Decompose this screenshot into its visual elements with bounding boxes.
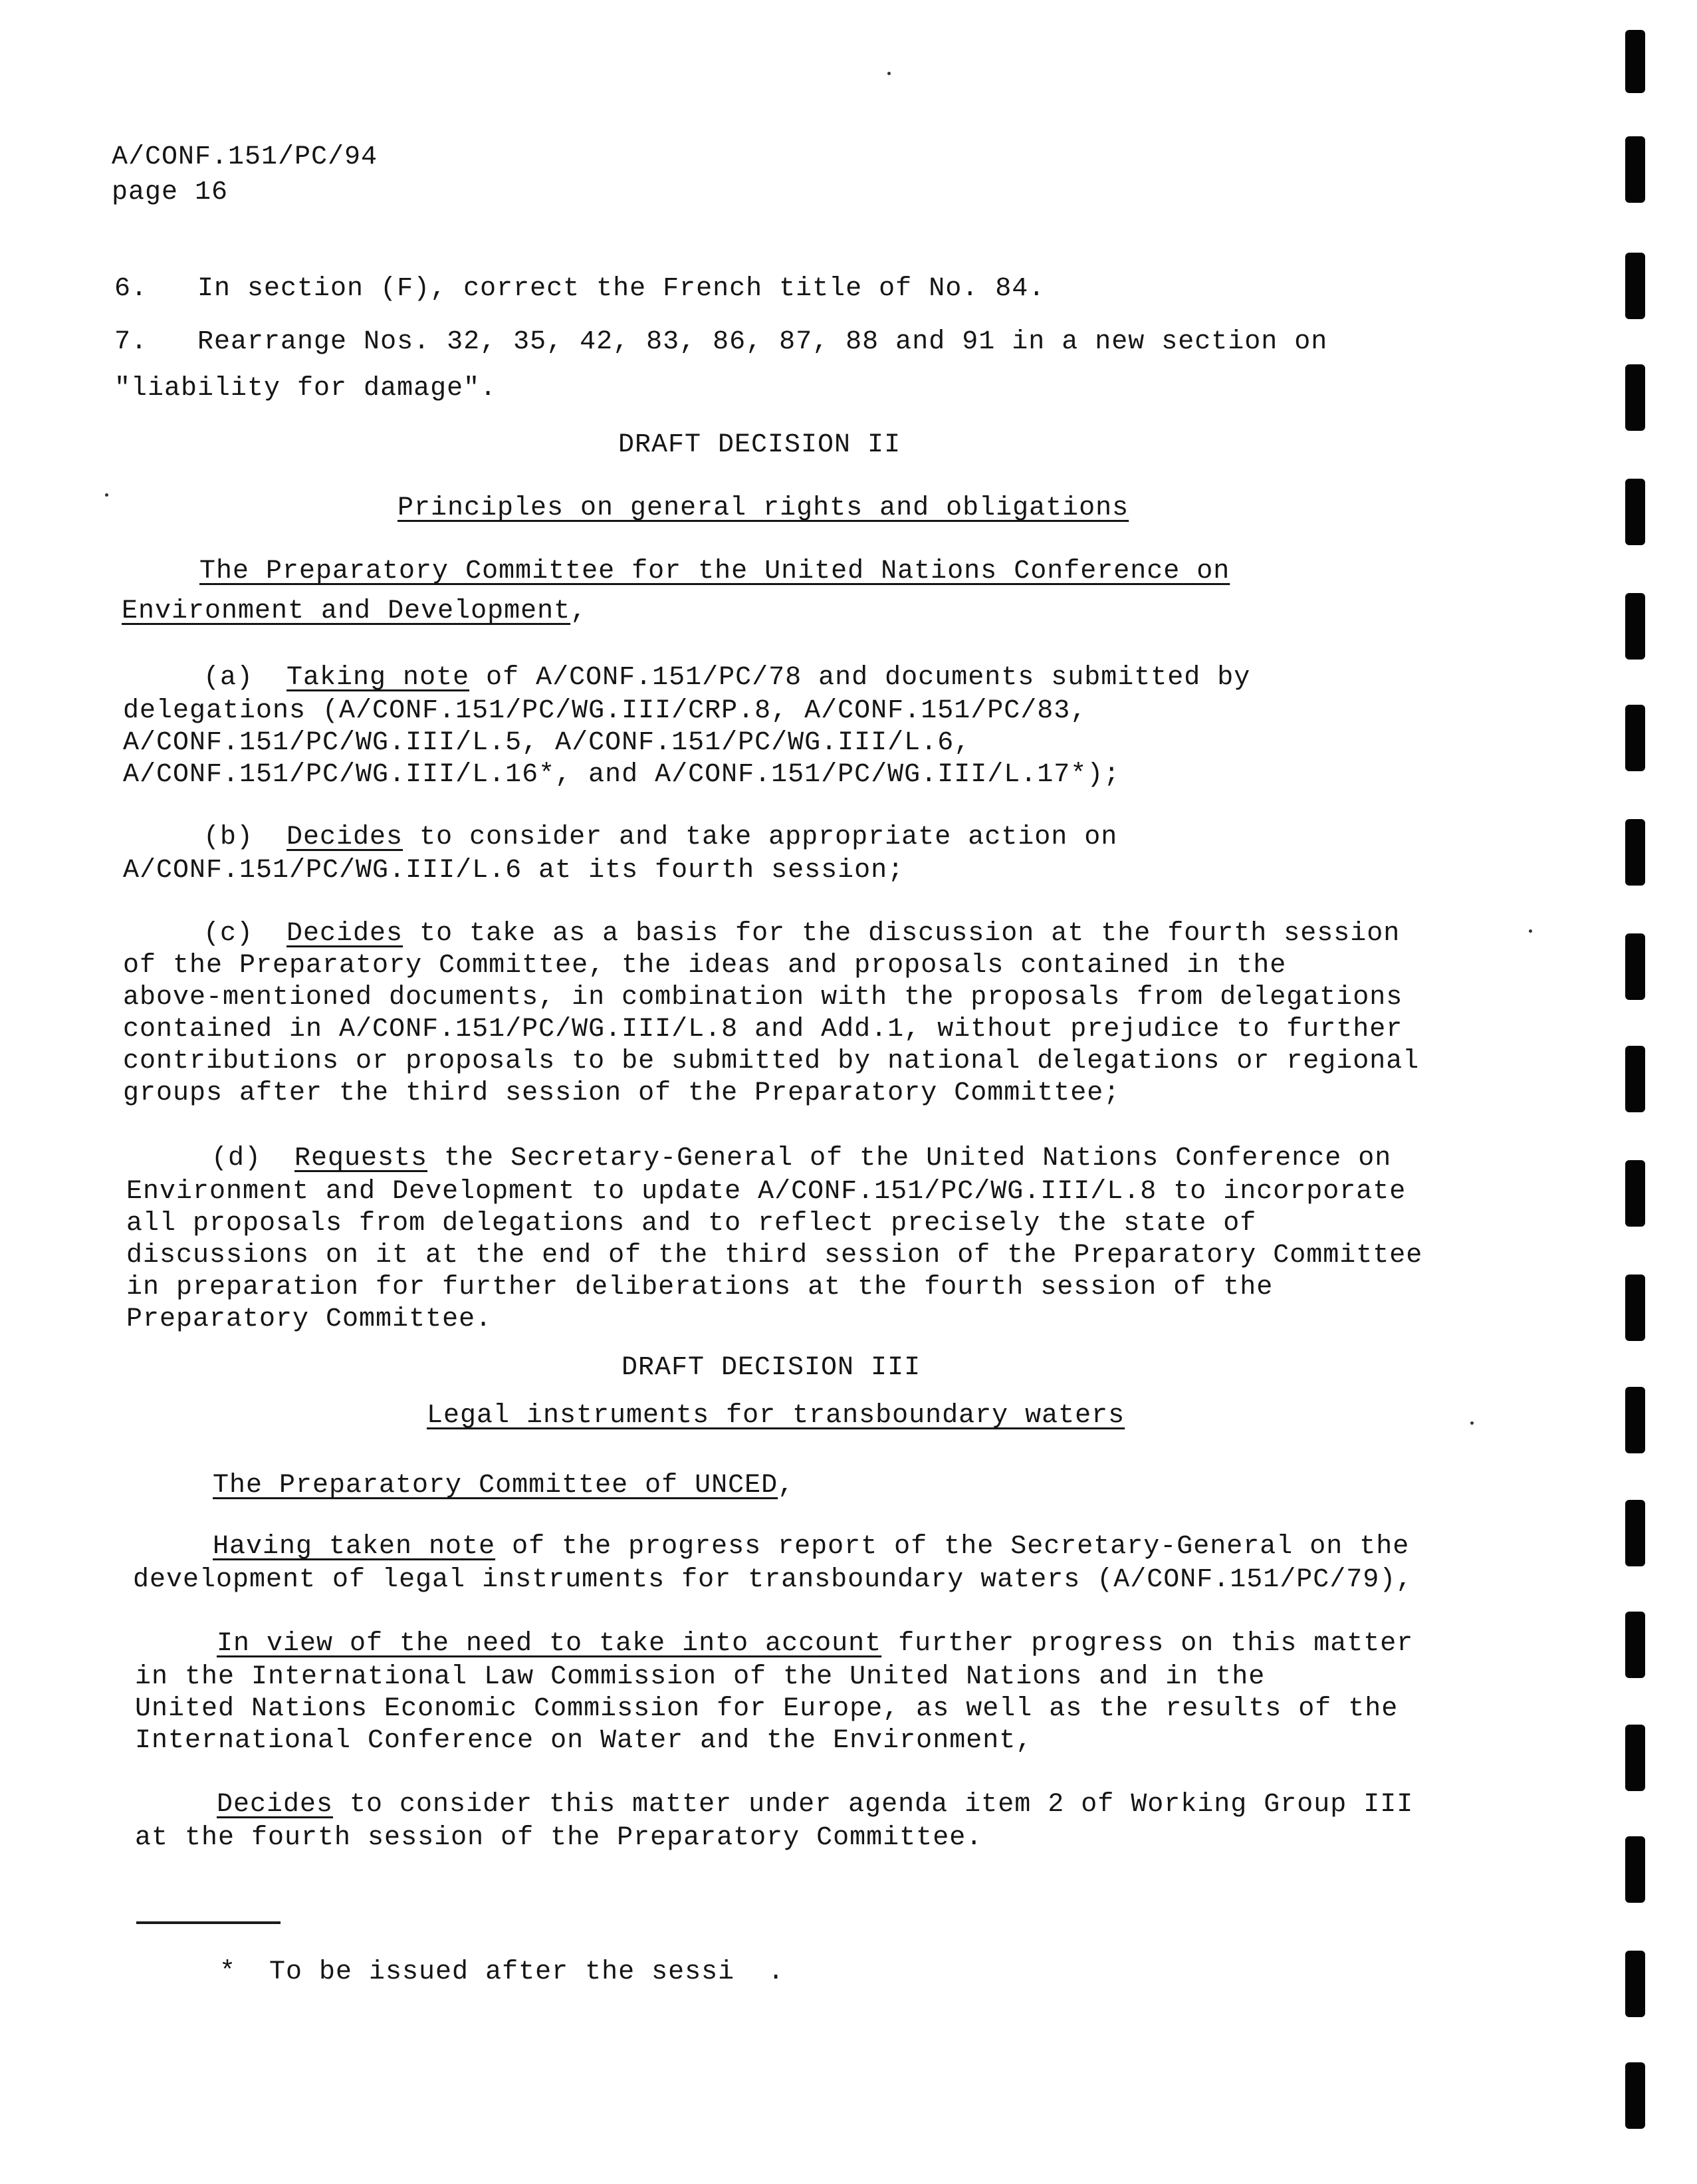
para-a-line-2: delegations (A/CONF.151/PC/WG.III/CRP.8, A/CONF.151/PC/83, bbox=[123, 696, 1087, 726]
d3-para-2-line-2: in the International Law Commission of the United Nations and in the bbox=[135, 1662, 1266, 1692]
scan-binding-mark bbox=[1625, 1274, 1645, 1341]
decision-3-preamble: The Preparatory Committee of UNCED, bbox=[213, 1471, 795, 1501]
d3-para-2-line-3: United Nations Economic Commission for Europe, as well as the results of the bbox=[135, 1694, 1399, 1724]
para-c-line-2: of the Preparatory Committee, the ideas and proposals contained in the bbox=[123, 951, 1287, 981]
para-d-line-4: discussions on it at the end of the third session of the Preparatory Committee bbox=[126, 1241, 1423, 1271]
d3-para-1-verb: Having taken note bbox=[213, 1532, 496, 1562]
draft-decision-3-title: Legal instruments for transboundary waters bbox=[427, 1401, 1125, 1431]
document-symbol: A/CONF.151/PC/94 bbox=[112, 142, 378, 172]
scan-binding-mark bbox=[1625, 705, 1645, 771]
d3-para-3-line-2: at the fourth session of the Preparatory Committee. bbox=[135, 1823, 983, 1853]
para-d-line-3: all proposals from delegations and to reflect precisely the state of bbox=[126, 1209, 1257, 1239]
para-d-verb: Requests bbox=[294, 1144, 428, 1173]
scan-speck bbox=[1470, 1421, 1474, 1425]
para-a-line-3: A/CONF.151/PC/WG.III/L.5, A/CONF.151/PC/WG.III/L.6, bbox=[123, 728, 971, 758]
para-c-line-5: contributions or proposals to be submitted by national delegations or regional bbox=[123, 1046, 1420, 1076]
scan-binding-mark bbox=[1625, 2062, 1645, 2129]
d3-para-2-line-1: In view of the need to take into account further progress on this matter bbox=[217, 1629, 1414, 1659]
scan-binding-mark bbox=[1625, 30, 1645, 93]
para-a-verb: Taking note bbox=[286, 663, 470, 693]
para-a-line-4: A/CONF.151/PC/WG.III/L.16*, and A/CONF.151/PC/WG.III/L.17*); bbox=[123, 760, 1121, 790]
scan-binding-mark bbox=[1625, 479, 1645, 545]
item-7-line-1: 7. Rearrange Nos. 32, 35, 42, 83, 86, 87, 88 and 91 in a new section on bbox=[114, 327, 1328, 357]
draft-decision-2-heading: DRAFT DECISION II bbox=[618, 430, 901, 460]
item-6: 6. In section (F), correct the French title of No. 84. bbox=[114, 274, 1046, 304]
scan-speck bbox=[887, 72, 891, 75]
d3-para-1-line-2: development of legal instruments for transboundary waters (A/CONF.151/PC/79), bbox=[133, 1565, 1413, 1595]
d3-para-2-line-4: International Conference on Water and the Environment, bbox=[135, 1726, 1033, 1756]
para-b-line-1: (b) Decides to consider and take appropriate action on bbox=[203, 822, 1118, 852]
scan-binding-mark bbox=[1625, 593, 1645, 660]
scan-binding-mark bbox=[1625, 253, 1645, 319]
scan-binding-mark bbox=[1625, 933, 1645, 1000]
scan-speck bbox=[105, 493, 108, 497]
decision-2-preamble-line-2: Environment and Development, bbox=[122, 596, 588, 626]
para-a-line-1: (a) Taking note of A/CONF.151/PC/78 and documents submitted by bbox=[203, 663, 1251, 693]
scan-binding-mark bbox=[1625, 1612, 1645, 1678]
scan-speck bbox=[1529, 929, 1532, 933]
para-c-line-3: above-mentioned documents, in combination with the proposals from delegations bbox=[123, 983, 1403, 1013]
d3-para-2-verb: In view of the need to take into account bbox=[217, 1629, 882, 1659]
d3-para-3-line-1: Decides to consider this matter under agenda item 2 of Working Group III bbox=[217, 1790, 1414, 1820]
page-number: page 16 bbox=[112, 178, 229, 207]
scan-binding-mark bbox=[1625, 1387, 1645, 1453]
decision-2-preamble-line-1 bbox=[199, 555, 1230, 588]
para-c-line-1: (c) Decides to take as a basis for the discussion at the fourth session bbox=[203, 919, 1401, 949]
para-d-line-5: in preparation for further deliberations at the fourth session of the bbox=[126, 1273, 1274, 1302]
scan-binding-mark bbox=[1625, 819, 1645, 886]
para-d-line-6: Preparatory Committee. bbox=[126, 1304, 493, 1334]
scan-binding-mark bbox=[1625, 1500, 1645, 1566]
para-c-verb: Decides bbox=[286, 919, 403, 949]
footnote: * To be issued after the sessi . bbox=[219, 1957, 785, 1987]
decision-2-preamble-u2: Environment and Development bbox=[122, 596, 571, 626]
draft-decision-3-heading: DRAFT DECISION III bbox=[622, 1353, 921, 1383]
scan-binding-mark bbox=[1625, 1725, 1645, 1791]
para-d-line-2: Environment and Development to update A/CONF.151/PC/WG.III/L.8 to incorporate bbox=[126, 1177, 1407, 1207]
para-b-line-2: A/CONF.151/PC/WG.III/L.6 at its fourth session; bbox=[123, 856, 905, 886]
decision-2-preamble-u1: The Preparatory Committee for the United Nations Conference on bbox=[199, 556, 1230, 586]
scan-binding-mark bbox=[1625, 364, 1645, 431]
para-d-line-1: (d) Requests the Secretary-General of the United Nations Conference on bbox=[211, 1144, 1392, 1173]
d3-para-1-line-1: Having taken note of the progress report of the Secretary-General on the bbox=[213, 1532, 1410, 1562]
item-7-line-2: "liability for damage". bbox=[114, 374, 497, 404]
decision-3-preamble-u: The Preparatory Committee of UNCED bbox=[213, 1471, 778, 1501]
para-b-verb: Decides bbox=[286, 822, 403, 852]
scan-binding-mark bbox=[1625, 1951, 1645, 2017]
draft-decision-2-title: Principles on general rights and obligations bbox=[397, 493, 1129, 523]
scan-binding-mark bbox=[1625, 1160, 1645, 1227]
para-c-line-6: groups after the third session of the Preparatory Committee; bbox=[123, 1078, 1121, 1108]
para-c-line-4: contained in A/CONF.151/PC/WG.III/L.8 and Add.1, without prejudice to further bbox=[123, 1015, 1403, 1044]
d3-para-3-verb: Decides bbox=[217, 1790, 334, 1820]
scan-binding-mark bbox=[1625, 1046, 1645, 1112]
scan-binding-mark bbox=[1625, 1836, 1645, 1903]
footnote-rule bbox=[136, 1921, 281, 1924]
scan-binding-mark bbox=[1625, 136, 1645, 203]
